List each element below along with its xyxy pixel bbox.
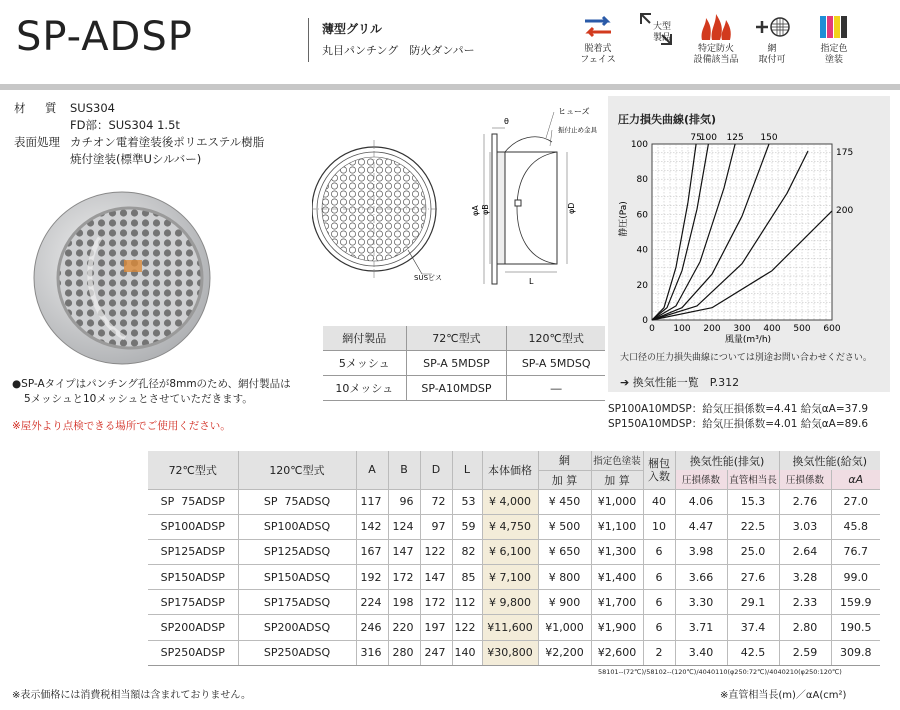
series-label: 200 <box>836 205 854 216</box>
note-block <box>12 377 291 407</box>
table-cell: ¥ 800 <box>538 565 591 590</box>
series-label: 150 <box>760 133 778 143</box>
large-product-label: 大型 製品 <box>652 22 671 43</box>
mesh-perf-line2: SP150A10MDSP：給気圧損係数=4.01 給気αA=89.6 <box>608 418 869 430</box>
table-cell: 96 <box>388 489 420 514</box>
table-cell: 2.64 <box>779 539 831 564</box>
label-theta: θ <box>504 117 509 126</box>
table-row <box>148 514 880 539</box>
table-cell: ¥1,000 <box>591 489 643 514</box>
table-cell: 140 <box>452 640 482 665</box>
mesh-mountable-label1: 網 <box>767 44 777 54</box>
color-spec-label2: 塗装 <box>824 55 843 65</box>
table-row <box>323 376 605 401</box>
header-l: L <box>452 451 482 489</box>
table-cell: SP 75ADSQ <box>238 489 356 514</box>
mesh-cell: SP-A 5MDSP <box>406 351 507 376</box>
fire-damper-label1: 特定防火 <box>697 44 734 54</box>
table-cell: SP125ADSQ <box>238 539 356 564</box>
table-cell: ¥1,400 <box>591 565 643 590</box>
x-tick-label: 500 <box>793 324 811 334</box>
table-cell: SP200ADSQ <box>238 615 356 640</box>
table-cell: 147 <box>420 565 452 590</box>
header-exh-len: 直管相当長 <box>727 470 779 489</box>
header-color-add: 加 算 <box>591 470 643 489</box>
table-cell: ¥ 6,100 <box>482 539 538 564</box>
table-cell: 82 <box>452 539 482 564</box>
header-exhaust: 換気性能(排気) <box>675 451 779 470</box>
removable-face-icon <box>581 12 615 42</box>
table-cell: SP175ADSQ <box>238 590 356 615</box>
table-cell: 72 <box>420 489 452 514</box>
header-72-model: 72℃型式 <box>148 451 238 489</box>
unit-note: ※直管相当長(m)／αA(cm²) <box>720 690 847 701</box>
table-row <box>148 590 880 615</box>
mesh-mountable-icon <box>753 12 791 42</box>
mesh-cell: SP-A10MDSP <box>406 376 507 401</box>
series-label: 125 <box>726 133 744 143</box>
table-cell: 112 <box>452 590 482 615</box>
table-cell: 10 <box>643 514 675 539</box>
table-cell: 220 <box>388 615 420 640</box>
chart-y-label: 静圧(Pa) <box>619 201 629 237</box>
header-pack: 梱包 入数 <box>643 451 675 489</box>
label-stopper: 振付止め金具 <box>558 126 597 134</box>
performance-link[interactable] <box>620 374 739 390</box>
header-b: B <box>388 451 420 489</box>
chart-note: 大口径の圧力損失曲線については別途お問い合わせください。 <box>620 353 872 363</box>
table-row <box>148 565 880 590</box>
table-cell: 2.76 <box>779 489 831 514</box>
table-cell: 2.59 <box>779 640 831 665</box>
table-cell: 15.3 <box>727 489 779 514</box>
product-codes: 58101--(72℃)/58102--(120℃)/4040110(φ250:72℃)/4040210(φ250:120℃) <box>598 668 842 676</box>
table-row <box>148 615 880 640</box>
header-supply: 換気性能(給気) <box>779 451 880 470</box>
spec-price-table <box>148 451 880 666</box>
subtitle-sub: 丸目パンチング 防火ダンパー <box>322 44 475 57</box>
table-cell: ¥1,700 <box>591 590 643 615</box>
x-tick-label: 100 <box>673 324 691 334</box>
table-cell: SP150ADSP <box>148 565 238 590</box>
y-tick-label: 0 <box>642 316 648 326</box>
table-cell: 124 <box>388 514 420 539</box>
table-cell: 3.03 <box>779 514 831 539</box>
fire-damper-icon <box>698 12 734 42</box>
header-exh-loss: 圧損係数 <box>675 470 727 489</box>
table-cell: SP100ADSP <box>148 514 238 539</box>
table-cell: SP100ADSQ <box>238 514 356 539</box>
note1-line2: 5メッシュと10メッシュとさせていただきます。 <box>24 393 253 405</box>
table-cell: ¥ 500 <box>538 514 591 539</box>
mesh-perf-line1: SP100A10MDSP：給気圧損係数=4.41 給気αA=37.9 <box>608 403 869 415</box>
table-cell: 6 <box>643 565 675 590</box>
table-cell: 99.0 <box>831 565 880 590</box>
table-cell: 3.66 <box>675 565 727 590</box>
table-cell: ¥1,100 <box>591 514 643 539</box>
table-cell: ¥ 450 <box>538 489 591 514</box>
table-cell: SP 75ADSP <box>148 489 238 514</box>
table-cell: 172 <box>420 590 452 615</box>
finish-value1: カチオン電着塗装後ポリエステル樹脂 <box>70 135 265 149</box>
table-cell: 4.06 <box>675 489 727 514</box>
finish-value2: 焼付塗装(標準Uシルバー) <box>70 152 202 166</box>
table-row <box>148 539 880 564</box>
material-label: 材 質 <box>14 101 61 115</box>
color-spec-label1: 指定色 <box>820 44 848 54</box>
table-cell: 42.5 <box>727 640 779 665</box>
table-cell: 198 <box>388 590 420 615</box>
table-cell: 3.28 <box>779 565 831 590</box>
subtitle-main: 薄型グリル <box>322 22 383 36</box>
color-spec-icon <box>817 12 851 42</box>
table-cell: 27.6 <box>727 565 779 590</box>
label-phi-d: φD <box>567 202 576 214</box>
table-cell: 6 <box>643 590 675 615</box>
note1-line1: ●SP-Aタイプはパンチング孔径が8mmのため、網付製品は <box>12 378 291 390</box>
header-mesh: 網 <box>538 451 591 470</box>
table-cell: 159.9 <box>831 590 880 615</box>
table-cell: 22.5 <box>727 514 779 539</box>
table-cell: 45.8 <box>831 514 880 539</box>
table-cell: 53 <box>452 489 482 514</box>
mesh-cell: SP-A 5MDSQ <box>507 351 605 376</box>
table-cell: ¥2,200 <box>538 640 591 665</box>
table-row <box>148 489 880 514</box>
table-cell: 85 <box>452 565 482 590</box>
page-title: SP-ADSP <box>16 14 193 60</box>
removable-face-badge <box>570 12 626 66</box>
mesh-mountable-badge <box>744 12 800 66</box>
label-length: L <box>529 277 534 286</box>
x-tick-label: 300 <box>733 324 751 334</box>
table-cell: 247 <box>420 640 452 665</box>
material-value: SUS304 <box>70 101 115 115</box>
y-tick-label: 80 <box>636 175 648 186</box>
fd-value: FD部：SUS304 1.5t <box>70 118 180 132</box>
label-fuse: ヒューズ <box>558 107 590 116</box>
mesh-header-product: 網付製品 <box>323 326 406 351</box>
label-phi-a: φA <box>471 205 480 216</box>
table-cell: ¥ 4,750 <box>482 514 538 539</box>
removable-face-label1: 脱着式 <box>584 44 612 54</box>
table-cell: ¥ 900 <box>538 590 591 615</box>
table-row <box>323 351 605 376</box>
table-cell: 29.1 <box>727 590 779 615</box>
table-cell: 59 <box>452 514 482 539</box>
y-tick-label: 100 <box>630 140 648 150</box>
mesh-header-72: 72℃型式 <box>406 326 507 351</box>
tax-note: ※表示価格には消費税相当額は含まれておりません。 <box>12 690 251 701</box>
table-cell: 224 <box>356 590 388 615</box>
label-sus-screw: SUSビス <box>414 274 443 282</box>
fire-damper-badge <box>688 12 744 66</box>
pressure-loss-chart <box>608 124 890 346</box>
table-cell: ¥11,600 <box>482 615 538 640</box>
table-cell: 76.7 <box>831 539 880 564</box>
label-phi-b: φB <box>481 204 490 215</box>
header-price: 本体価格 <box>482 451 538 489</box>
table-cell: SP250ADSP <box>148 640 238 665</box>
chart-title: 圧力損失曲線(排気) <box>618 113 717 126</box>
series-label: 75 <box>690 133 702 143</box>
table-cell: ¥1,300 <box>591 539 643 564</box>
header-color: 指定色塗装 <box>591 451 643 470</box>
table-cell: 3.71 <box>675 615 727 640</box>
table-cell: ¥ 4,000 <box>482 489 538 514</box>
table-cell: 3.30 <box>675 590 727 615</box>
mesh-performance <box>608 402 868 432</box>
color-spec-badge <box>806 12 862 66</box>
table-cell: 280 <box>388 640 420 665</box>
header-d: D <box>420 451 452 489</box>
table-cell: 6 <box>643 615 675 640</box>
series-label: 175 <box>836 148 854 159</box>
table-cell: ¥30,800 <box>482 640 538 665</box>
table-cell: ¥ 7,100 <box>482 565 538 590</box>
table-cell: 316 <box>356 640 388 665</box>
series-label: 100 <box>699 133 717 143</box>
table-cell: 4.47 <box>675 514 727 539</box>
x-tick-label: 0 <box>649 324 655 334</box>
table-cell: ¥1,000 <box>538 615 591 640</box>
table-row <box>148 640 880 665</box>
header-mesh-add: 加 算 <box>538 470 591 489</box>
spec-block <box>14 100 314 168</box>
header-divider <box>308 18 309 62</box>
header-sup-aa: αA <box>831 470 880 489</box>
chart-x-label: 風量(m³/h) <box>724 335 772 345</box>
table-cell: 197 <box>420 615 452 640</box>
mesh-product-table <box>323 326 605 401</box>
header-rule <box>0 84 900 90</box>
table-cell: 37.4 <box>727 615 779 640</box>
table-cell: ¥2,600 <box>591 640 643 665</box>
table-cell: 192 <box>356 565 388 590</box>
table-cell: 117 <box>356 489 388 514</box>
removable-face-label2: フェイス <box>580 55 616 65</box>
table-cell: 246 <box>356 615 388 640</box>
table-cell: 97 <box>420 514 452 539</box>
table-cell: SP200ADSP <box>148 615 238 640</box>
mesh-mountable-label2: 取付可 <box>758 55 786 65</box>
table-cell: 6 <box>643 539 675 564</box>
table-cell: 147 <box>388 539 420 564</box>
x-tick-label: 400 <box>763 324 781 334</box>
table-cell: SP150ADSQ <box>238 565 356 590</box>
table-cell: SP175ADSP <box>148 590 238 615</box>
table-cell: 190.5 <box>831 615 880 640</box>
mesh-header-120: 120℃型式 <box>507 326 605 351</box>
header-120-model: 120℃型式 <box>238 451 356 489</box>
table-cell: 309.8 <box>831 640 880 665</box>
x-tick-label: 200 <box>703 324 721 334</box>
table-cell: 142 <box>356 514 388 539</box>
table-cell: SP125ADSP <box>148 539 238 564</box>
table-cell: 122 <box>420 539 452 564</box>
y-tick-label: 40 <box>636 245 648 256</box>
y-tick-label: 60 <box>636 210 648 221</box>
mesh-cell: ― <box>507 376 605 401</box>
table-cell: 3.98 <box>675 539 727 564</box>
table-cell: 2.80 <box>779 615 831 640</box>
table-cell: ¥ 650 <box>538 539 591 564</box>
table-cell: SP250ADSQ <box>238 640 356 665</box>
x-tick-label: 600 <box>823 324 841 334</box>
y-tick-label: 20 <box>636 280 648 291</box>
table-cell: 3.40 <box>675 640 727 665</box>
table-cell: ¥1,900 <box>591 615 643 640</box>
fire-damper-label2: 設備該当品 <box>693 55 739 65</box>
table-cell: 2 <box>643 640 675 665</box>
dimension-drawing <box>312 102 612 292</box>
finish-label: 表面処理 <box>14 135 60 149</box>
table-cell: 172 <box>388 565 420 590</box>
header-sup-loss: 圧損係数 <box>779 470 831 489</box>
table-cell: 167 <box>356 539 388 564</box>
table-cell: 2.33 <box>779 590 831 615</box>
arrow-right-icon: ➔ <box>620 376 630 389</box>
table-cell: 122 <box>452 615 482 640</box>
product-photo <box>30 178 230 368</box>
header-a: A <box>356 451 388 489</box>
table-cell: 40 <box>643 489 675 514</box>
mesh-cell: 10メッシュ <box>323 376 406 401</box>
table-cell: 27.0 <box>831 489 880 514</box>
chart-grid <box>652 144 832 320</box>
mesh-cell: 5メッシュ <box>323 351 406 376</box>
table-cell: ¥ 9,800 <box>482 590 538 615</box>
performance-link-text: 換気性能一覧 P.312 <box>632 376 740 389</box>
note-outdoor: ※屋外より点検できる場所でご使用ください。 <box>12 420 231 432</box>
table-cell: 25.0 <box>727 539 779 564</box>
